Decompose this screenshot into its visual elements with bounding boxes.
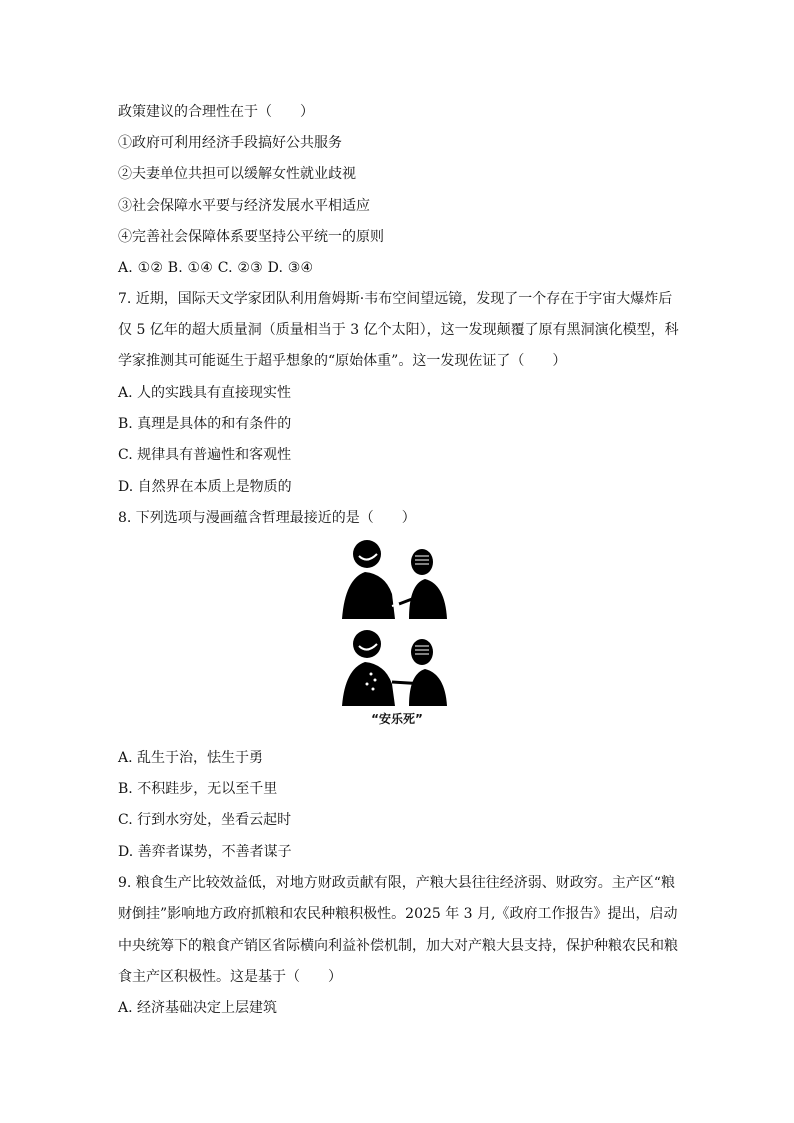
q7-stem-line-2: 仅 5 亿年的超大质量洞（质量相当于 3 亿个太阳），这一发现颠覆了原有黑洞演化模型，科 (118, 322, 679, 338)
q7-stem-line-1: 7. 近期，国际天文学家团队利用詹姆斯·韦布空间望远镜，发现了一个存在于宇宙大爆炸后 (118, 291, 673, 307)
cartoon-image (337, 534, 457, 734)
q7-option-d: D. 自然界在本质上是物质的 (118, 479, 292, 495)
q6-statement-3: ③社会保障水平要与经济发展水平相适应 (118, 198, 370, 214)
q8-option-d: D. 善弈者谋势，不善者谋子 (118, 844, 292, 860)
q6-statement-2: ②夫妻单位共担可以缓解女性就业歧视 (118, 166, 356, 182)
q9-stem-line-2: 财倒挂”影响地方政府抓粮和农民种粮积极性。2025 年 3 月,《政府工作报告》提出，启动 (118, 906, 678, 922)
q9-stem-line-3: 中央统筹下的粮食产销区省际横向利益补偿机制，加大对产粮大县支持，保护种粮农民和粮 (118, 938, 678, 954)
q9-stem-line-1: 9. 粮食生产比较效益低，对地方财政贡献有限，产粮大县往往经济弱、财政穷。主产区“粮 (118, 875, 675, 891)
q6-statement-1: ①政府可利用经济手段搞好公共服务 (118, 135, 342, 151)
q8-option-b: B. 不积跬步，无以至千里 (118, 781, 278, 797)
cartoon-panel-top (342, 540, 447, 619)
q8-stem: 8. 下列选项与漫画蕴含哲理最接近的是（ ） (118, 510, 416, 526)
q7-option-c: C. 规律具有普遍性和客观性 (118, 447, 292, 463)
q8-option-a: A. 乱生于治，怯生于勇 (118, 750, 264, 766)
q6-stem: 政策建议的合理性在于（ ） (118, 104, 314, 120)
q7-option-b: B. 真理是具体的和有条件的 (118, 416, 292, 432)
cartoon-panel-bottom (342, 630, 447, 706)
q6-choices: A. ①② B. ①④ C. ②③ D. ③④ (118, 260, 314, 276)
q7-stem-line-3: 学家推测其可能诞生于超乎想象的“原始体重”。这一发现佐证了（ ） (118, 353, 567, 369)
q8-option-c: C. 行到水穷处，坐看云起时 (118, 812, 292, 828)
q7-option-a: A. 人的实践具有直接现实性 (118, 385, 292, 401)
q6-statement-4: ④完善社会保障体系要坚持公平统一的原则 (118, 229, 384, 245)
cartoon-caption: “安乐死” (371, 712, 423, 726)
q9-option-a: A. 经济基础决定上层建筑 (118, 1000, 278, 1016)
q9-stem-line-4: 食主产区积极性。这是基于（ ） (118, 969, 342, 985)
